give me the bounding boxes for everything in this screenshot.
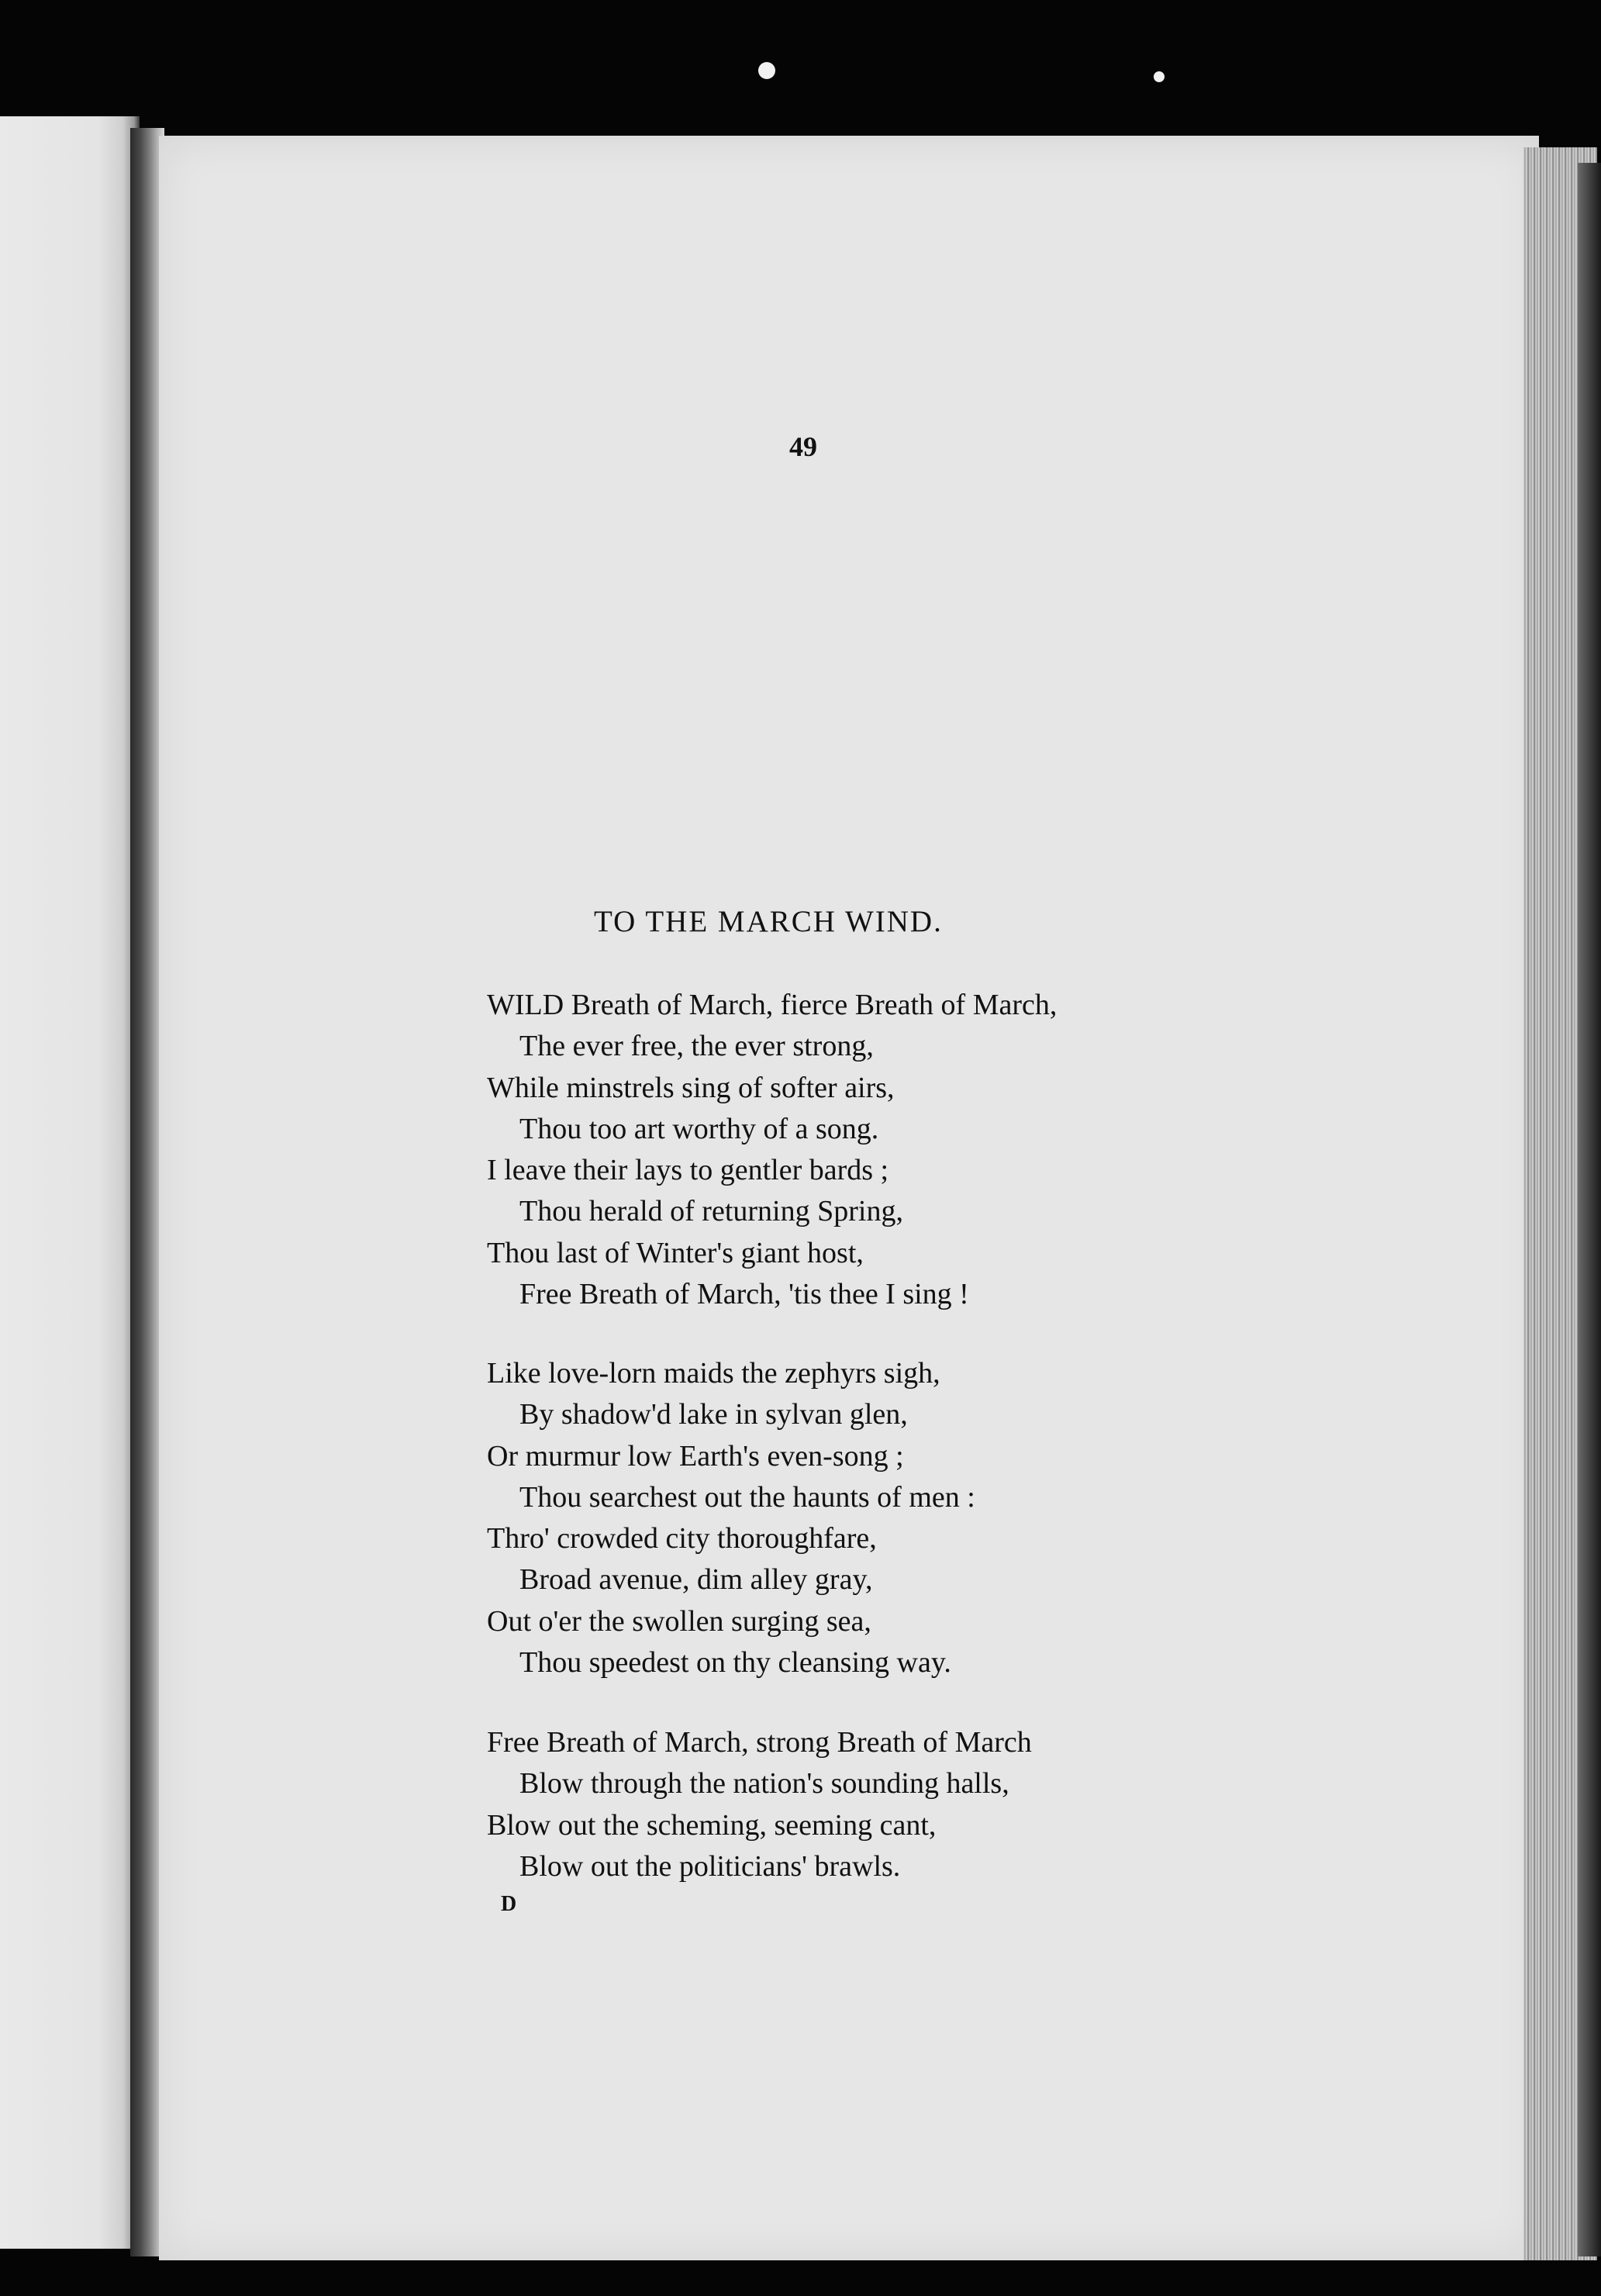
poem-line: By shadow'd lake in sylvan glen, — [519, 1398, 908, 1431]
poem-line: Free Breath of March, 'tis thee I sing ! — [519, 1278, 969, 1311]
poem-line: I leave their lays to gentler bards ; — [487, 1154, 889, 1187]
printer-signature-mark: D — [501, 1892, 517, 1916]
poem-line-text: Breath of March, fierce Breath of March, — [564, 989, 1058, 1021]
poem-line: Thou last of Winter's giant host, — [487, 1236, 864, 1269]
drop-initial: W — [487, 989, 515, 1021]
poem-line: Blow through the nation's sounding halls, — [519, 1767, 1009, 1801]
poem-line: Blow out the politicians' brawls. — [519, 1849, 901, 1883]
poem-line: Thou searchest out the haunts of men : — [519, 1480, 975, 1514]
stanza — [487, 1353, 975, 1683]
poem-line: Broad avenue, dim alley gray, — [519, 1563, 873, 1597]
poem-line: Thou too art worthy of a song. — [519, 1112, 879, 1145]
poem-line: While minstrels sing of softer airs, — [487, 1071, 895, 1104]
poem-line — [487, 985, 1057, 1026]
poem-line: Thro' crowded city thoroughfare, — [487, 1522, 877, 1555]
poem-line: Thou speedest on thy cleansing way. — [519, 1646, 951, 1680]
poem-line: Out o'er the swollen surging sea, — [487, 1604, 871, 1638]
page-number: 49 — [789, 431, 817, 462]
stanza — [487, 1722, 1032, 1887]
poem-line: Blow out the scheming, seeming cant, — [487, 1808, 937, 1842]
poem-line: The ever free, the ever strong, — [519, 1030, 874, 1063]
first-word-smallcaps: ILD — [514, 989, 564, 1021]
poem-title: TO THE MARCH WIND. — [594, 905, 943, 938]
poem-line: Thou herald of returning Spring, — [519, 1195, 903, 1228]
poem-line: Or murmur low Earth's even-song ; — [487, 1439, 904, 1473]
stanza — [487, 985, 1057, 1315]
poem-line: Like love-lorn maids the zephyrs sigh, — [487, 1357, 940, 1390]
poem-line: Free Breath of March, strong Breath of March — [487, 1726, 1032, 1759]
